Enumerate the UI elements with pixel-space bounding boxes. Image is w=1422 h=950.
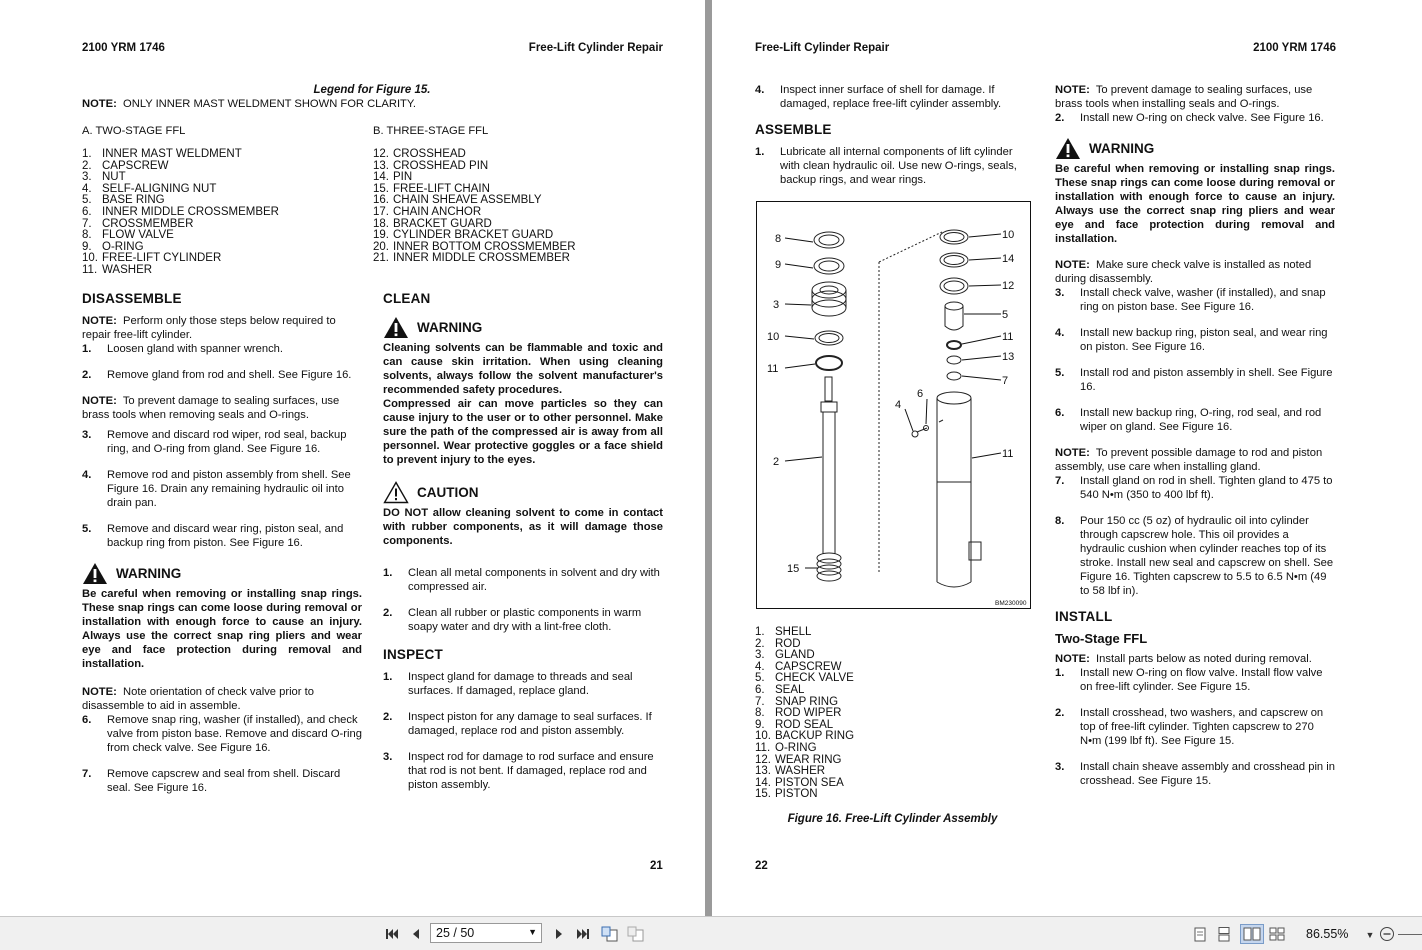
header-left: Free-Lift Cylinder Repair (755, 42, 890, 54)
list-item-text: CHECK VALVE (775, 672, 854, 685)
list-item-text: CAPSCREW (102, 159, 169, 172)
list-item-number: 8. (82, 229, 92, 242)
list-item-number: 6. (755, 683, 765, 696)
figure-callout: 11 (1002, 331, 1014, 343)
asm-note-3: NOTE: To prevent possible damage to rod and piston assembly, use care when installing gland. (1055, 447, 1323, 473)
figure-callout: 2 (773, 456, 780, 468)
legend-note: NOTE: ONLY INNER MAST WELDMENT SHOWN FOR CLARITY. (82, 98, 417, 110)
dis-steps-a (82, 342, 362, 382)
step-number: 3. (1055, 287, 1065, 299)
install-column (1055, 83, 1335, 800)
right-page (712, 0, 1422, 916)
list-item-text: CROSSMEMBER (102, 217, 194, 230)
step-text: Inspect piston for any damage to seal surfaces. If damaged, replace rod and piston assembly. (408, 711, 652, 737)
step-text: Clean all metal components in solvent and dry with compressed air. (408, 567, 660, 593)
list-item-number: 7. (755, 695, 765, 708)
figure-callout: 6 (917, 388, 924, 400)
facing-view-button[interactable] (1240, 924, 1264, 944)
list-item-number: 12. (755, 753, 771, 766)
list-item-number: 4. (82, 182, 92, 195)
list-item-text: INNER MIDDLE CROSSMEMBER (393, 252, 570, 265)
first-page-button[interactable] (383, 925, 401, 943)
list-item-text: O-RING (775, 741, 817, 754)
list-item-number: 3. (82, 171, 92, 184)
figure-callout: 7 (1002, 375, 1009, 387)
procedure-step (383, 566, 663, 594)
figure-callout: 14 (1002, 253, 1015, 265)
list-item-text: GLAND (775, 649, 815, 662)
cylinder-diagram (757, 202, 1029, 607)
list-item-number: 13. (373, 159, 389, 172)
facing-continuous-view-button[interactable] (1268, 925, 1286, 943)
step-text: Remove rod and piston assembly from shell. See Figure 16. Drain any remaining hydraulic oil into drain pan. (107, 469, 351, 509)
list-item-number: 5. (82, 194, 92, 207)
zoom-out-button[interactable] (1378, 925, 1396, 943)
list-item-text: FLOW VALVE (102, 229, 174, 242)
list-item-number: 5. (755, 672, 765, 685)
procedure-step (1055, 706, 1335, 748)
procedure-step (82, 767, 362, 795)
procedure-step (1055, 666, 1335, 694)
legend-a-list (82, 149, 362, 277)
list-item (373, 253, 663, 265)
procedure-step (82, 428, 362, 456)
figure-code: BM230090 (995, 600, 1027, 607)
procedure-step (82, 522, 362, 550)
list-item-number: 15. (755, 788, 771, 801)
list-item-number: 8. (755, 707, 765, 720)
group-b-title: B. THREE-STAGE FFL (373, 125, 489, 137)
list-item-number: 14. (755, 776, 771, 789)
list-item-text: FREE-LIFT CHAIN (393, 182, 490, 195)
list-item-number: 2. (82, 159, 92, 172)
figure-callout: 13 (1002, 351, 1015, 363)
previous-page-icon (410, 927, 422, 941)
last-page-icon (576, 927, 590, 941)
step-number: 2. (82, 369, 92, 381)
figure-callout: 3 (773, 299, 780, 311)
clean-warning-2: Compressed air can move particles so they can cause injury to the user or to other personnel. Make sure the path of the compressed air is away from all personnel. Wear protective goggles or a face shield to prevent injury to the eyes. (383, 398, 663, 466)
list-item-number: 15. (373, 182, 389, 195)
list-item-number: 3. (755, 649, 765, 662)
step-text: Install new backup ring, O-ring, rod seal, and rod wiper on gland. See Figure 16. (1080, 407, 1322, 433)
list-item-number: 20. (373, 240, 389, 253)
list-item-number: 10. (82, 252, 98, 265)
list-item (82, 265, 362, 277)
previous-page-button[interactable] (407, 925, 425, 943)
step-number: 5. (1055, 367, 1065, 379)
figure-legend (755, 627, 1035, 826)
list-item-text: NUT (102, 171, 126, 184)
assemble-title: ASSEMBLE (755, 122, 832, 137)
caution-heading: CAUTION (383, 481, 663, 504)
list-item-text: SNAP RING (775, 695, 839, 708)
step-number: 4. (1055, 327, 1065, 339)
list-item (755, 685, 1035, 697)
step-text: Remove gland from rod and shell. See Figure 16. (107, 369, 352, 381)
figure-callout: 15 (787, 563, 800, 575)
fig-legend-list (755, 627, 1035, 801)
dis-warning-text: Be careful when removing or installing snap rings. These snap rings can come loose during removal or installation with enough force to cause an injury. Always use the correct snap ring pliers and wear eye and face protection during removal and installation. (82, 588, 362, 670)
disassemble-title: DISASSEMBLE (82, 291, 182, 306)
extract-page-icon (601, 926, 619, 942)
list-item-text: O-RING (102, 240, 144, 253)
procedure-step (1055, 760, 1335, 788)
step-text: Install crosshead, two washers, and capscrew on top of free-lift cylinder. Tighten capscrew to 270 N•m (199 lbf ft). See Figure 15. (1080, 707, 1324, 747)
step-text: Remove and discard wear ring, piston seal, and backup ring from piston. See Figure 16. (107, 523, 344, 549)
insert-page-button[interactable] (626, 925, 646, 943)
step-text: Install rod and piston assembly in shell. See Figure 16. (1080, 367, 1333, 393)
list-item-number: 1. (755, 626, 765, 638)
step-text: Install new O-ring on flow valve. Install flow valve on free-lift cylinder. See Figure 15. (1080, 667, 1323, 693)
list-item-number: 17. (373, 205, 389, 218)
step-text: Install gland on rod in shell. Tighten gland to 475 to 540 N•m (350 to 400 lbf ft). (1080, 475, 1333, 501)
procedure-step (1055, 406, 1335, 434)
dis-note-3: NOTE: Note orientation of check valve prior to disassemble to aid in assemble. (82, 686, 314, 712)
list-item-text: CROSSHEAD (393, 148, 466, 160)
list-item-number: 7. (82, 217, 92, 230)
inspect-step-4: 4. Inspect inner surface of shell for damage. If damaged, replace free-lift cylinder assembly. (755, 84, 1002, 110)
caution-text: DO NOT allow cleaning solvent to come in contact with rubber components, as it will damage those components. (383, 507, 663, 547)
list-item-number: 1. (82, 148, 92, 160)
procedure-step (82, 368, 362, 382)
list-item-number: 21. (373, 252, 389, 265)
list-item-text: ROD (775, 637, 801, 650)
step-text: Clean all rubber or plastic components in warm soapy water and dry with a lint-free cloth. (408, 607, 642, 633)
list-item-text: WASHER (102, 263, 153, 276)
list-item-text: BRACKET GUARD (393, 217, 492, 230)
assemble-step-2: 2. Install new O-ring on check valve. See Figure 16. (1055, 112, 1324, 124)
list-item-number: 11. (82, 263, 98, 276)
list-item-number: 11. (755, 741, 771, 754)
page-gutter (705, 0, 712, 916)
step-number: 7. (1055, 475, 1065, 487)
figure-callout: 10 (1002, 229, 1015, 241)
caution-triangle-icon (383, 481, 409, 504)
list-item (755, 708, 1035, 720)
facing-continuous-icon (1269, 927, 1285, 942)
procedure-step (1055, 326, 1335, 354)
list-item-text: CHAIN ANCHOR (393, 205, 482, 218)
step-number: 7. (82, 768, 92, 780)
step-text: Loosen gland with spanner wrench. (107, 343, 284, 355)
clean-section (383, 292, 663, 804)
step-number: 4. (82, 469, 92, 481)
continuous-view-button[interactable] (1216, 925, 1232, 943)
list-item-number: 6. (82, 205, 92, 218)
dis-warning-heading: WARNING (82, 562, 362, 585)
step-number: 1. (1055, 667, 1065, 679)
install-steps (1055, 666, 1335, 788)
list-item-number: 2. (755, 637, 765, 650)
disassemble-section (82, 292, 362, 807)
dis-steps-b (82, 428, 362, 550)
legend-group-a (82, 124, 362, 277)
list-item-text: WASHER (775, 765, 826, 778)
clean-warning-1: Cleaning solvents can be flammable and toxic and can cause skin irritation. When using cleaning solvents, always follow the solvent manufacturer's recommended safety procedures. (383, 342, 663, 396)
clean-steps (383, 566, 663, 634)
list-item-text: CYLINDER BRACKET GUARD (393, 229, 554, 242)
install-note: NOTE: Install parts below as noted during removal. (1055, 653, 1312, 665)
continuous-page-icon (1218, 927, 1230, 942)
figure-callout: 9 (775, 259, 782, 271)
figure-callout: 8 (775, 233, 782, 245)
zoom-dropdown-icon[interactable]: ▼ (1365, 930, 1375, 940)
asm-steps-a (1055, 286, 1335, 434)
step-text: Remove snap ring, washer (if installed), and check valve from piston base. Remove and discard O-ring from check valve. See Figure 16. (107, 714, 362, 754)
step-number: 3. (82, 429, 92, 441)
procedure-step (1055, 474, 1335, 502)
page-number-field[interactable] (430, 923, 542, 943)
figure-callout: 10 (767, 331, 780, 343)
step-text: Remove and discard rod wiper, rod seal, backup ring, and O-ring from gland. See Figure 16. (107, 429, 347, 455)
step-text: Install check valve, washer (if installed), and snap ring on piston base. See Figure 16. (1080, 287, 1326, 313)
step-number: 2. (383, 711, 393, 723)
clean-title: CLEAN (383, 291, 431, 306)
list-item (82, 207, 362, 219)
step-number: 3. (383, 751, 393, 763)
list-item (755, 627, 1035, 639)
page-number-text: 25 / 50 (436, 926, 475, 940)
procedure-step (82, 468, 362, 510)
viewer-toolbar (0, 916, 1422, 950)
procedure-step (383, 750, 663, 792)
list-item (82, 230, 362, 242)
asm-note-1: NOTE: To prevent damage to sealing surfaces, use brass tools when installing seals and O-rings. (1055, 84, 1313, 110)
figure-callout: 4 (895, 399, 902, 411)
first-page-icon (385, 927, 399, 941)
asm-note-2: NOTE: Make sure check valve is installed as noted during disassembly. (1055, 259, 1312, 285)
procedure-step (383, 670, 663, 698)
list-item-number: 13. (755, 765, 771, 778)
dis-note-2: NOTE: To prevent damage to sealing surfaces, use brass tools when removing seals and O-rings. (82, 395, 340, 421)
extract-page-button[interactable] (600, 925, 620, 943)
single-page-icon (1194, 927, 1206, 942)
header-right: 2100 YRM 1746 (1253, 42, 1336, 54)
list-item-number: 9. (755, 718, 765, 731)
procedure-step (1055, 514, 1335, 598)
list-item-text: SHELL (775, 626, 812, 638)
last-page-button[interactable] (574, 925, 592, 943)
step-number: 3. (1055, 761, 1065, 773)
list-item-text: INNER BOTTOM CROSSMEMBER (393, 240, 576, 253)
warning-triangle-icon (1055, 137, 1081, 160)
step-number: 6. (1055, 407, 1065, 419)
dis-note-1: NOTE: Perform only those steps below required to repair free-lift cylinder. (82, 315, 336, 341)
legend-b-list (373, 149, 663, 265)
zoom-slider-track[interactable] (1398, 934, 1422, 935)
two-stage-title: Two-Stage FFL (1055, 631, 1148, 646)
step-number: 1. (82, 343, 92, 355)
list-item-text: WEAR RING (775, 753, 842, 766)
list-item-text: CROSSHEAD PIN (393, 159, 489, 172)
list-item-number: 16. (373, 194, 389, 207)
next-page-button[interactable] (550, 925, 568, 943)
zoom-out-icon (1379, 926, 1395, 942)
figure-callout: 11 (767, 363, 779, 375)
legend-group-b (373, 124, 663, 265)
legend-section (82, 83, 662, 111)
next-page-icon (553, 927, 565, 941)
list-item-text: SEAL (775, 683, 805, 696)
zoom-level[interactable]: 86.55% (1306, 927, 1349, 941)
assemble-column (755, 83, 1035, 199)
list-item (373, 149, 663, 161)
list-item-number: 19. (373, 229, 389, 242)
procedure-step (383, 606, 663, 634)
step-number: 5. (82, 523, 92, 535)
step-text: Pour 150 cc (5 oz) of hydraulic oil into cylinder through capscrew hole. This oil provides a hydraulic cushion when cylinder reaches top of its stroke. Install new seal and capscrew on shell. See Figure 16. Tighten capscrew to 5.5 to 6.5 N•m (49 to 58 lbf in). (1080, 515, 1334, 597)
list-item-text: PIN (393, 171, 413, 184)
procedure-step (82, 342, 362, 356)
list-item (755, 766, 1035, 778)
facing-page-icon (1243, 927, 1261, 941)
figure-callout: 12 (1002, 280, 1015, 292)
page-number-left: 21 (650, 860, 663, 872)
list-item-number: 18. (373, 217, 389, 230)
step-number: 2. (383, 607, 393, 619)
step-number: 1. (383, 671, 393, 683)
clean-warning-heading: WARNING (383, 316, 663, 339)
page-number-right: 22 (755, 860, 768, 872)
list-item-number: 10. (755, 730, 771, 743)
step-number: 2. (1055, 707, 1065, 719)
list-item-text: FREE-LIFT CYLINDER (102, 252, 222, 265)
list-item-text: BACKUP RING (775, 730, 855, 743)
page-dropdown-icon[interactable]: ▼ (528, 927, 537, 937)
step-number: 6. (82, 714, 92, 726)
procedure-step (82, 713, 362, 755)
assemble-step-1: 1. Lubricate all internal components of lift cylinder with clean hydraulic oil. Use new O-rings, seals, backup rings, and wear rings. (755, 146, 1017, 186)
procedure-step (1055, 286, 1335, 314)
list-item-number: 9. (82, 240, 92, 253)
step-text: Install new backup ring, piston seal, and wear ring on piston. See Figure 16. (1080, 327, 1328, 353)
list-item (755, 743, 1035, 755)
list-item-text: BASE RING (102, 194, 165, 207)
list-item-text: INNER MIDDLE CROSSMEMBER (102, 205, 279, 218)
install-title: INSTALL (1055, 609, 1113, 624)
dis-steps-c (82, 713, 362, 795)
step-number: 8. (1055, 515, 1065, 527)
asm-warning-heading: WARNING (1055, 137, 1335, 160)
header-right: Free-Lift Cylinder Repair (528, 42, 663, 54)
list-item-number: 12. (373, 148, 389, 160)
zoom-slider[interactable] (1398, 925, 1422, 943)
group-a-title: A. TWO-STAGE FFL (82, 125, 186, 137)
step-text: Remove capscrew and seal from shell. Discard seal. See Figure 16. (107, 768, 341, 794)
step-text: Inspect rod for damage to rod surface and ensure that rod is not bent. If damaged, replace rod and piston assembly. (408, 751, 654, 791)
step-text: Inspect gland for damage to threads and seal surfaces. If damaged, replace gland. (408, 671, 633, 697)
procedure-step (383, 710, 663, 738)
list-item-text: PISTON (775, 788, 818, 801)
list-item-text: CHAIN SHEAVE ASSEMBLY (393, 194, 542, 207)
figure-16 (756, 201, 1031, 609)
list-item (755, 789, 1035, 801)
legend-title: Legend for Figure 15. (313, 84, 431, 96)
left-page (0, 0, 705, 916)
procedure-step (1055, 366, 1335, 394)
warning-triangle-icon (82, 562, 108, 585)
warning-triangle-icon (383, 316, 409, 339)
list-item (82, 149, 362, 161)
list-item-number: 4. (755, 660, 765, 673)
list-item (373, 230, 663, 242)
single-page-view-button[interactable] (1192, 925, 1208, 943)
list-item-text: CAPSCREW (775, 660, 842, 673)
insert-page-icon (627, 926, 645, 942)
figure-callout: 5 (1002, 309, 1009, 321)
asm-warning-text: Be careful when removing or installing snap rings. These snap rings can come loose during removal or installation with enough force to cause an injury. Always use the correct snap ring pliers and wear eye and face protection during removal and installation. (1055, 163, 1335, 245)
header-left: 2100 YRM 1746 (82, 42, 165, 54)
asm-steps-b (1055, 474, 1335, 598)
list-item-number: 14. (373, 171, 389, 184)
list-item (373, 161, 663, 173)
list-item-text: SELF-ALIGNING NUT (102, 182, 217, 195)
list-item-text: INNER MAST WELDMENT (102, 148, 242, 160)
list-item (373, 207, 663, 219)
step-text: Install chain sheave assembly and crosshead pin in crosshead. See Figure 15. (1080, 761, 1335, 787)
list-item-text: ROD WIPER (775, 707, 842, 720)
inspect-title: INSPECT (383, 647, 443, 662)
figure-callout: 11 (1002, 448, 1014, 460)
step-number: 1. (383, 567, 393, 579)
figure-caption: Figure 16. Free-Lift Cylinder Assembly (787, 812, 998, 825)
inspect-steps (383, 670, 663, 792)
list-item-text: ROD SEAL (775, 718, 834, 731)
list-item-text: PISTON SEA (775, 776, 844, 789)
